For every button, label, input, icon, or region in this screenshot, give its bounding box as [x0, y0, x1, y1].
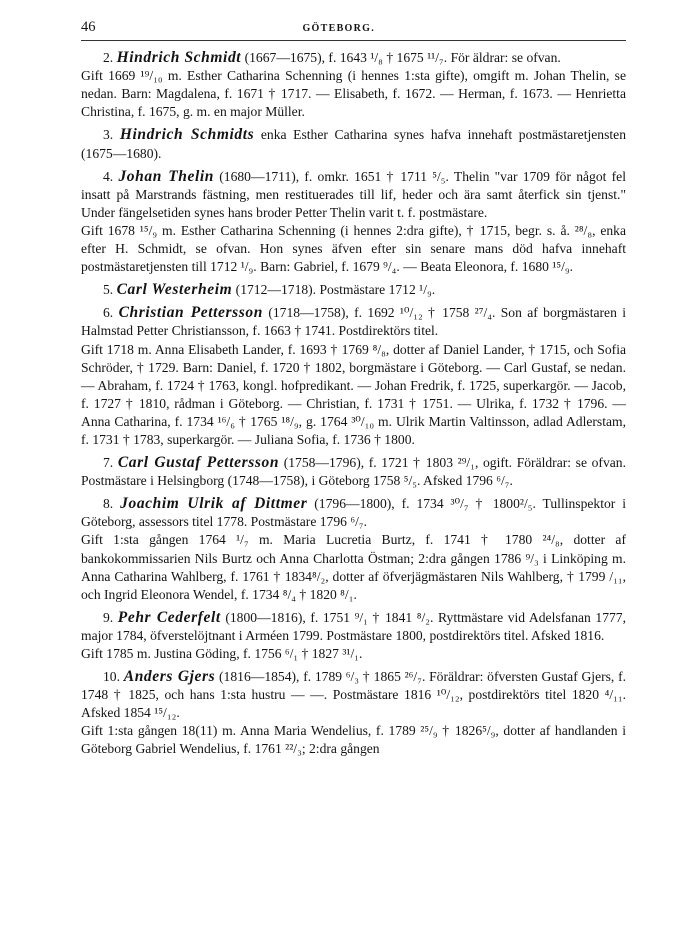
- entry-8: [81, 495, 626, 604]
- entry-number: 7.: [103, 455, 114, 471]
- entry-number: 10.: [103, 669, 120, 685]
- entry-text: (1816—1854), f. 1789 ⁶/₃ † 1865 ²⁶/₇. Föräldrar: öfversten Gustaf Gjers, f. 1748 † 1825, och hans 1:sta hustru — —. Postmästare 1816 ¹⁰/₁₂, postdirektörs titel 1820 ⁴/₁₁. Afsked 1854 ¹⁵/₁₂. Gift 1:sta gången 18(11) m. Anna Maria Wendelius, f. 1789 ²⁵/₉ † 1826⁵/₉, dotter af handlanden i Göteborg Gabriel Wendelius, f. 1761 ²²/₃; 2:dra gången: [81, 669, 627, 757]
- entry-text: (1758—1796), f. 1721 † 1803 ²⁹/₁, ogift. Föräldrar: se ofvan. Postmästare i Helsingborg (1748—1758), i Göteborg 1758 ⁵/₅. Afsked 1796 ⁶/₇.: [81, 455, 626, 489]
- entry-number: 3.: [103, 127, 114, 143]
- entry-6: [81, 304, 626, 449]
- entry-name: Anders Gjers: [123, 668, 216, 686]
- entry-name: Carl Westerheim: [116, 281, 233, 299]
- entry-number: 9.: [103, 609, 114, 625]
- entry-text: (1667—1675), f. 1643 ¹/₈ † 1675 ¹¹/₇. För äldrar: se ofvan. Gift 1669 ¹⁹/₁₀ m. Esther Catharina Schenning (i hennes 1:sta gifte), omgift m. Johan Thelin, se nedan. Barn: Magdalena, f. 1671 † 1717. — Elisabeth, f. 1672. — Herman, f. 1673. — Henrietta Christina, f. 1675, g. m. en major Müller.: [81, 50, 626, 120]
- page-number: 46: [81, 19, 96, 35]
- entry-name: Joachim Ulrik af Dittmer: [120, 495, 308, 513]
- entry-text: (1796—1800), f. 1734 ³⁰/₇ † 1800²/₅. Tullinspektor i Göteborg, assessors titel 1778. Postmästare 1796 ⁶/₇. Gift 1:sta gången 1764 ¹/₇ m. Maria Lucretia Burtz, f. 1741 † 1780 ²⁴/₈, dotter af bankokommissarien Nils Burtz och Anna Charlotta Östman; 2:dra gången 1786 ⁹/₃ i Linköping m. Anna Catharina Wahlberg, f. 1761 † 1834⁸/₂, dotter af öfverjägmästaren Nils Wahlberg, † 1799 /₁₁, och Ingrid Eleonora Wendel, f. 1734 ⁸/₄ † 1820 ⁸/₁.: [81, 496, 626, 602]
- entry-name: Hindrich Schmidts: [119, 126, 255, 144]
- entry-name: Pehr Cederfelt: [117, 608, 221, 626]
- entry-name: Carl Gustaf Pettersson: [117, 454, 280, 472]
- entry-text: (1718—1758), f. 1692 ¹⁰/₁₂ † 1758 ²⁷/₄. Son af borgmästaren i Halmstad Petter Christiansson, f. 1663 † 1741. Postdirektörs titel. Gift 1718 m. Anna Elisabeth Lander, f. 1693 † 1769 ⁸/₈, dotter af Daniel Lander, † 1715, och Sofia Schröder, † 1729. Barn: Daniel, f. 1720 † 1802, borgmästare i Göteborg. — Carl Gustaf, se nedan. — Abraham, f. 1724 † 1763, kongl. hofpredikant. — Johan Fredrik, f. 1725, superkargör. — Jacob, f. 1727 † 1810, rådman i Göteborg. — Christian, f. 1731 † 1751. — Ulrika, f. 1732 † 1796. — Anna Catharina, f. 1734 ¹⁶/₆ † 1765 ¹⁸/₉, g. 1764 ³⁰/₁₀ m. Ulrik Martin Valtinsson, adlad Adlerstam, f. 1731 † 1783, superkargör. — Juliana Sofia, f. 1736 † 1800.: [81, 305, 627, 447]
- entry-2: [81, 49, 626, 121]
- entry-7: [81, 454, 626, 490]
- entry-text: (1800—1816), f. 1751 ⁹/₁ † 1841 ⁸/₂. Ryttmästare vid Adelsfanan 1777, major 1784, öfverstelöjtnant i Arméen 1799. Postmästare 1800, postdirektörs titel. Afsked 1816. Gift 1785 m. Justina Göding, f. 1756 ⁶/₁ † 1827 ³¹/₁.: [81, 609, 626, 661]
- entry-name: Christian Pettersson: [118, 304, 264, 322]
- entry-5: [81, 281, 626, 299]
- entry-text: (1680—1711), f. omkr. 1651 † 1711 ⁵/₅. Thelin "var 1709 för något fel insatt på Marstrands fästning, men restituerades till lif, heder och ära samt återfick sin tjenst." Under fängelsetiden synes hans broder Petter Thelin varit t. f. postmästare. Gift 1678 ¹⁵/₉ m. Esther Catharina Schenning (i hennes 2:dra gifte), † 1715, begr. s. å. ²⁸/₈, enka efter H. Schmidt, se ofvan. Hon synes äfven efter sin senare mans död hafva innehaft postmästaretjensten till 1712 ¹/₉. Barn: Gabriel, f. 1679 ⁹/₄. — Beata Eleonora, f. 1680 ¹⁵/₉.: [81, 168, 626, 275]
- entry-name: Hindrich Schmidt: [116, 49, 242, 67]
- entry-number: 2.: [103, 50, 114, 66]
- entry-number: 6.: [103, 305, 114, 321]
- entry-number: 5.: [103, 282, 114, 298]
- entry-number: 8.: [103, 496, 114, 512]
- entry-number: 4.: [103, 168, 114, 184]
- running-title: GÖTEBORG.: [302, 23, 376, 34]
- entry-3: [81, 126, 626, 162]
- entry-10: [81, 668, 626, 758]
- entry-text: enka Esther Catharina synes hafva innehaft postmästaretjensten (1675—1680).: [81, 127, 626, 161]
- entry-4: [81, 168, 626, 277]
- entry-name: Johan Thelin: [118, 167, 215, 185]
- page-header: [81, 18, 626, 41]
- entry-text: (1712—1718). Postmästare 1712 ¹/₉.: [232, 282, 436, 298]
- entry-9: [81, 609, 626, 663]
- entries-list: [81, 49, 626, 758]
